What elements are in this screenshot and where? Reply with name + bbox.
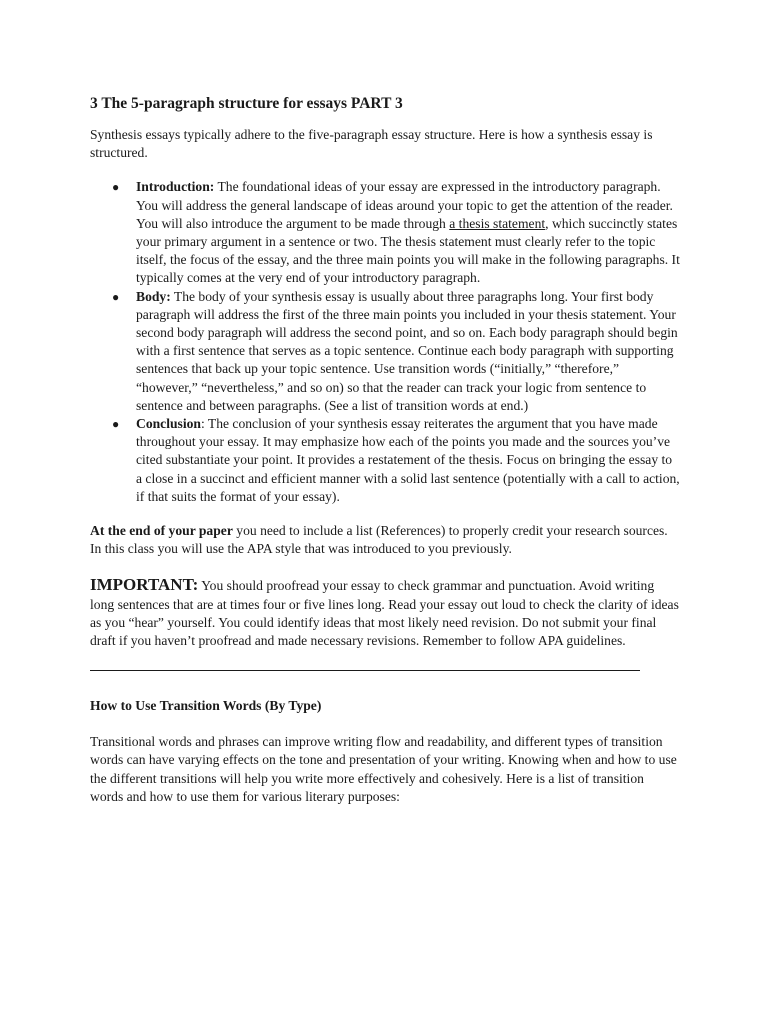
bullet-icon: ● [112,417,120,432]
document-title: 3 The 5-paragraph structure for essays PART 3 [90,95,403,112]
transition-words-paragraph: Transitional words and phrases can improve writing flow and readability, and different types of transition words can have varying effects on the tone and presentation of your writing. Knowing when and how to use the different transitions will help you write more effectively and cohesively. Here is a list of transition words and how to use them for various literary purposes: [90,734,677,804]
introduction-text-continued: , which succinctly states your primary argument in a sentence or two. The thesis statement must clearly refer to the topic itself, the focus of the essay, and the three main points you will make in the following paragraphs. It typically comes at the very end of your introductory paragraph. [136,215,680,286]
end-of-paper-label: At the end of your paper [90,523,233,539]
conclusion-text: : The conclusion of your synthesis essay reiterates the argument that you have made throughout your essay. It may emphasize how each of the points you made and the sources you’ve cited substantiate your point. It provides a restatement of the thesis. Focus on bringing the essay to a close in a succinct and efficient manner with a solid last sentence (potentially with a call to action, if that suits the format of your essay). [136,416,680,504]
introduction-label: Introduction: [136,179,215,195]
structure-list [90,178,680,506]
intro-paragraph: Synthesis essays typically adhere to the five-paragraph essay structure. Here is how a synthesis essay is structured. [90,127,653,161]
horizontal-divider [90,670,640,671]
references-text: you need to include a list (References) to properly credit your research sources. In this class you will use the APA style that was introduced to you previously. [90,523,668,557]
important-text: You should proofread your essay to check grammar and punctuation. Avoid writing long sentences that are at times four or five lines long. Read your essay out loud to check the clarity of ideas as you “hear” yourself. You could identify ideas that most likely need revision. Do not submit your final draft if you haven’t proofread and made necessary revisions. Remember to follow APA guidelines. [90,578,679,649]
body-text: The body of your synthesis essay is usually about three paragraphs long. Your first body paragraph will address the first of the three main points you included in your thesis statement. Your second body paragraph will address the second point, and so on. Each body paragraph should begin with a first sentence that serves as a topic sentence. Continue each body paragraph with supporting sentences that back up your topic sentence. Use transition words (“initially,” “therefore,” “however,” “nevertheless,” and so on) so that the reader can track your logic from sentence to sentence and between paragraphs. (See a list of transition words at end.) [136,288,678,413]
references-paragraph [90,522,680,558]
important-paragraph [90,576,680,650]
body-label: Body: [136,288,171,304]
document-page [90,94,680,806]
bullet-icon: ● [112,289,120,304]
important-label: IMPORTANT: [90,575,199,595]
bullet-icon: ● [112,180,120,195]
list-item-conclusion [112,415,680,506]
thesis-statement-link[interactable]: a thesis statement [449,215,546,231]
list-item-introduction [112,178,680,287]
transition-words-heading: How to Use Transition Words (By Type) [90,698,322,714]
list-item-body [112,288,680,415]
conclusion-label: Conclusion [136,416,201,432]
introduction-text: The foundational ideas of your essay are expressed in the introductory paragraph. You will address the general landscape of ideas around your topic to get the attention of the reader. You will also introduce the argument to be made through [136,179,673,231]
